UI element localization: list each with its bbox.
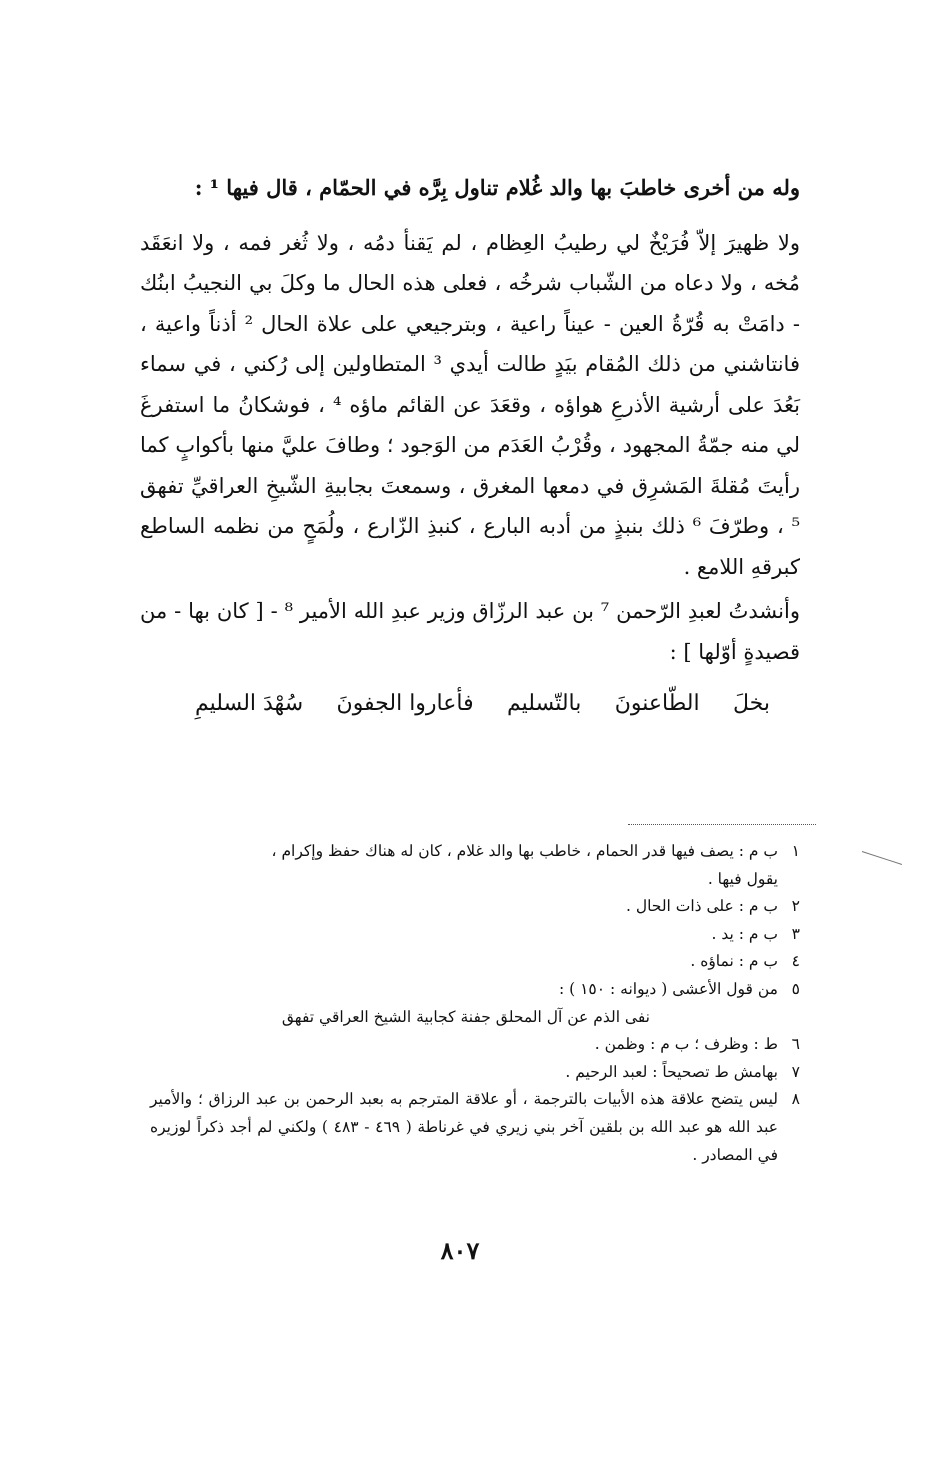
footnote-text: ط : وظرف ؛ ب م : وظمن . — [594, 1035, 778, 1054]
footnote — [150, 1086, 800, 1169]
footnote — [150, 893, 800, 921]
footnote-text: ب م : يد . — [711, 924, 778, 943]
main-text — [140, 168, 800, 725]
footnote-number: ١ — [791, 842, 800, 860]
poem-verse — [140, 676, 800, 725]
footnote-number: ٤ — [791, 952, 800, 971]
footnote — [150, 921, 800, 949]
footnote — [150, 1031, 800, 1059]
footnote-number: ٦ — [791, 1035, 800, 1054]
footnote-number: ٢ — [791, 897, 800, 916]
verse-word: بالتّسليم — [507, 691, 582, 716]
intro-line: وله من أخرى خاطبَ بها والد غُلام تناول بِرَّه في الحمّام ، قال فيها ¹ : — [194, 175, 800, 200]
verse-word: سُهْدَ السليمِ — [195, 691, 304, 716]
footnote-continuation: يقول فيها . — [707, 869, 778, 888]
footnote-number: ٣ — [791, 924, 800, 943]
verse-word: بخلَ — [733, 691, 770, 716]
footnotes — [150, 838, 800, 1169]
verse-word: الطّاعنونَ — [614, 691, 700, 716]
footnote-number: ٥ — [791, 979, 800, 998]
paragraph: ولا ظهيرَ إلاّ فُرَيْخٌ لي رطيبُ العِظام ، لم يَقنأ دمُه ، ولا ثُغر فمه ، ولا انعَقَد مُخه ، ولا دعاه من الشّباب شرخُه ، فعلى هذه الحال ما وكلَ بي النجيبُ ابنُك - دامَتْ به قُرّةُ العين - عيناً راعية ، وبترجيعي على علاة الحال ² أذناً واعية ، فانتاشني من ذلك المُقام بيَدٍ طالت أيدي ³ المتطاولين إلى رُكني ، في سماء بَعُدَ على أرشية الأذرعِ هواؤه ، وقعَدَ عن القائم ماؤه ⁴ ، فوشكانُ ما استفرغَ لي منه جمّةُ المجهود ، وقُرْبُ العَدَم من الوَجود ؛ وطافَ عليَّ منها بأكوابٍ كما رأيتَ مُقلةَ المَشرِق في دمعها المغرق ، وسمعتَ بجابيةِ الشّيخِ العراقيِّ تفهق ⁵ ، وطرّفَ ⁶ ذلك بنبذٍ من أدبه البارع ، كنبذِ الزّارع ، ولُمَحٍ من نظمه الساطع كبرقهِ اللامع . — [140, 230, 800, 579]
footnote — [150, 1059, 800, 1087]
footnote-separator — [628, 824, 816, 825]
verse-word: فأعاروا الجفونَ — [336, 691, 474, 716]
page-number: ٨٠٧ — [440, 1236, 480, 1265]
paragraph: وأنشدتُ لعبدِ الرّحمن ⁷ بن عبد الرزّاق وزير عبدِ الله الأمير ⁸ - [ كان بها - من قصيدةٍ أوّلها ] : — [140, 599, 800, 664]
footnote-text: ب م : يصف فيها قدر الحمام ، خاطب بها والد غلام ، كان له هناك حفظ وإكرام ، — [271, 842, 778, 860]
footnote-text: بهامش ط تصحيحاً : لعبد الرحيم . — [565, 1062, 778, 1081]
footnote-number: ٧ — [791, 1062, 800, 1081]
footnote-number: ٨ — [791, 1090, 800, 1109]
footnote — [150, 838, 800, 866]
footnote-text: ب م : نماؤه . — [690, 952, 778, 971]
footnote — [150, 948, 800, 976]
footnote-text: من قول الأعشى ( ديوانه : ١٥٠ ) : — [558, 979, 778, 998]
footnote-quoted-verse: نفى الذم عن آل المحلق جفنة كجابية الشيخ العراقي تفهق — [281, 1007, 650, 1026]
margin-mark — [862, 851, 902, 865]
footnote — [150, 976, 800, 1004]
footnote-text: ب م : على ذات الحال . — [625, 897, 778, 916]
footnote-text: ليس يتضح علاقة هذه الأبيات بالترجمة ، أو علاقة المترجم به بعبد الرحمن بن عبد الرزاق ؛ والأمير عبد الله هو عبد الله بن بلقين آخر بني زيري في غرناطة ( ٤٦٩ - ٤٨٣ ) ولكني لم أجد ذكراً لوزيره في المصادر . — [150, 1090, 779, 1164]
